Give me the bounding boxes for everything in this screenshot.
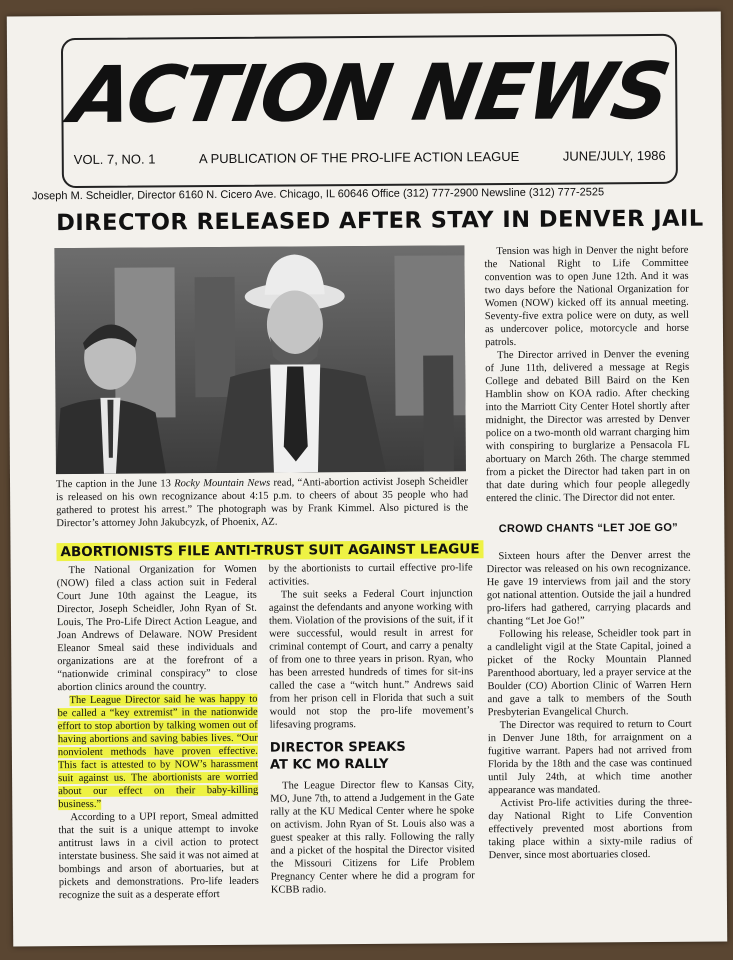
- kc-headline-line-1: DIRECTOR SPEAKS: [269, 739, 406, 756]
- article-paragraph: The suit seeks a Federal Court injunction against the defendants and anyone working with them. Violation of the provisions of the suit, if it were successful, would result in arrest for criminal contempt of Court, and carry a penalty of from one to three years in prison. Ryan, who has been arrested hundreds of times for sit-ins called the case a “witch hunt.” Andrews said from her prison cell in Florida that such a suit would not stop the pro-life movement’s lifesaving programs.: [268, 588, 474, 731]
- article-paragraph-highlighted: [57, 693, 258, 811]
- article-right-column: [484, 244, 692, 862]
- antitrust-column-1: [57, 563, 259, 902]
- article-paragraph: The National Organization for Women (NOW) filed a class action suit in Federal Court June 10th against the League, its Director, Joseph Scheidler, John Ryan of St. Louis, The Pro-Life Direct Action League, and Joan Andrews of Delaware. NOW President Eleanor Smeal said these individuals and organizations are at the forefront of a “nationwide criminal conspiracy” to close abortion clinics around the country.: [56, 563, 258, 694]
- article-paragraph: Following his release, Scheidler took part in a candlelight vigil at the State Capital, joined a picket of the Rocky Mountain Planned Parenthood abortuary, led a prayer service at the Boulder (CO) Abortion Clinic of Warren Hern and gave a talk to members of the South Presbyterian Evangelical Church.: [487, 627, 692, 719]
- publication-tagline: A PUBLICATION OF THE PRO-LIFE ACTION LEAGUE: [198, 148, 520, 167]
- volume-number: VOL. 7, NO. 1: [73, 151, 156, 168]
- issue-line: [74, 148, 666, 167]
- article-paragraph: Activist Pro-life activities during the three-day National Right to Life Convention effectively prevented most abortions from taking place within a sixty-mile radius of Denver, since most abortuaries closed.: [488, 796, 693, 862]
- masthead: [61, 34, 678, 188]
- caption-text-start: The caption in the June 13: [55, 478, 175, 491]
- antitrust-headline-wrap: [56, 541, 480, 561]
- main-headline: DIRECTOR RELEASED AFTER STAY IN DENVER JAIL: [56, 205, 704, 237]
- caption-newspaper-name: Rocky Mountain News: [174, 477, 271, 490]
- article-paragraph: The Director was required to return to Court in Denver June 18th, for arraignment on a fugitive warrant. Papers had not arrived from Florida by the 18th and the case was continued until July 24th, at which time another appearance was mandated.: [487, 718, 693, 797]
- highlighted-quote: The League Director said he was happy to be called a “key extremist” in the nationwide effort to stop abortion by talking women out of having abortions and saving babies lives. “Our nonviolent methods have proven effective. This fact is attested to by NOW’s harassment suit against us. The abortionists are worried about our effect on their baby-killing business.”: [57, 693, 259, 811]
- antitrust-headline: ABORTIONISTS FILE ANTI-TRUST SUIT AGAINST LEAGUE: [56, 540, 483, 561]
- kc-headline-line-2: AT KC MO RALLY: [269, 756, 389, 773]
- kc-rally-headline: [270, 738, 474, 773]
- article-paragraph: by the abortionists to curtail effective pro-life activities.: [268, 562, 473, 588]
- article-paragraph: Tension was high in Denver the night before the National Right to Life Committee convention was to open June 12th. And it was two days before the National Organization for Women (NOW) kicked off its annual meeting. Seventy-five extra police were on duty, as well as undercover police, motorcycle and horse patrols.: [484, 244, 689, 349]
- crowd-chants-subhead: CROWD CHANTS “LET JOE GO”: [498, 521, 678, 536]
- newsletter-page: [7, 12, 727, 947]
- news-photo: [54, 245, 466, 474]
- contact-line: Joseph M. Scheidler, Director 6160 N. Cicero Ave. Chicago, IL 60646 Office (312) 777-2900 Newsline (312) 777-2525: [31, 186, 605, 203]
- article-paragraph: Sixteen hours after the Denver arrest the Director was released on his own recognizance. He gave 19 interviews from jail and the story got national attention. Outside the jail a hundred pro-lifers had gathered, carrying placards and chanting “Let Joe Go!”: [486, 549, 691, 628]
- antitrust-column-2: [269, 561, 475, 896]
- caption-text-end: read, “Anti-abortion activist Joseph Scheidler is released on his own recognizance about 4:15 p.m. to cheers of about 35 people who had gathered to protest his arrest.” The photograph was by Frank Kimmel. Also pictured is the Director’s attorney John Jakubcyzk, of Phoenix, AZ.: [56, 476, 469, 530]
- article-paragraph: According to a UPI report, Smeal admitted that the suit is a unique attempt to invoke antitrust laws in a civil action to protect interstate business. She said it was not aimed at bombings and arson of abortuaries, but at pickets and demonstrations. Pro-life leaders recognize the suit as a desperate effort: [58, 810, 259, 902]
- article-paragraph: The Director arrived in Denver the evening of June 11th, delivered a message at Regis College and debated Bill Baird on the Ken Hamblin show on KOA radio. After checking into the Marriott City Center Hotel shortly after midnight, the Director was arrested by Denver police on a two-month old warrant charging him with conspiring to burglarize a Pensacola FL abortuary on March 26th. The charge stemmed from a picket the Director had taken part in on that date during which four people allegedly entered the clinic. The Director did not enter.: [485, 348, 691, 505]
- issue-date: JUNE/JULY, 1986: [562, 147, 666, 164]
- article-paragraph: The League Director flew to Kansas City, MO, June 7th, to attend a Judgement in the Gate rally at the KU Medical Center where he spoke on activism. John Ryan of St. Louis also was a guest speaker at this rally. Following the rally and a picket of the hospital the Director visited the Missouri Citizens for Life Problem Pregnancy Center where he did a program for KCBB radio.: [270, 779, 475, 896]
- photo-caption: [56, 475, 468, 530]
- photo-illustration: [54, 245, 466, 474]
- newsletter-logo: ACTION NEWS: [64, 46, 675, 142]
